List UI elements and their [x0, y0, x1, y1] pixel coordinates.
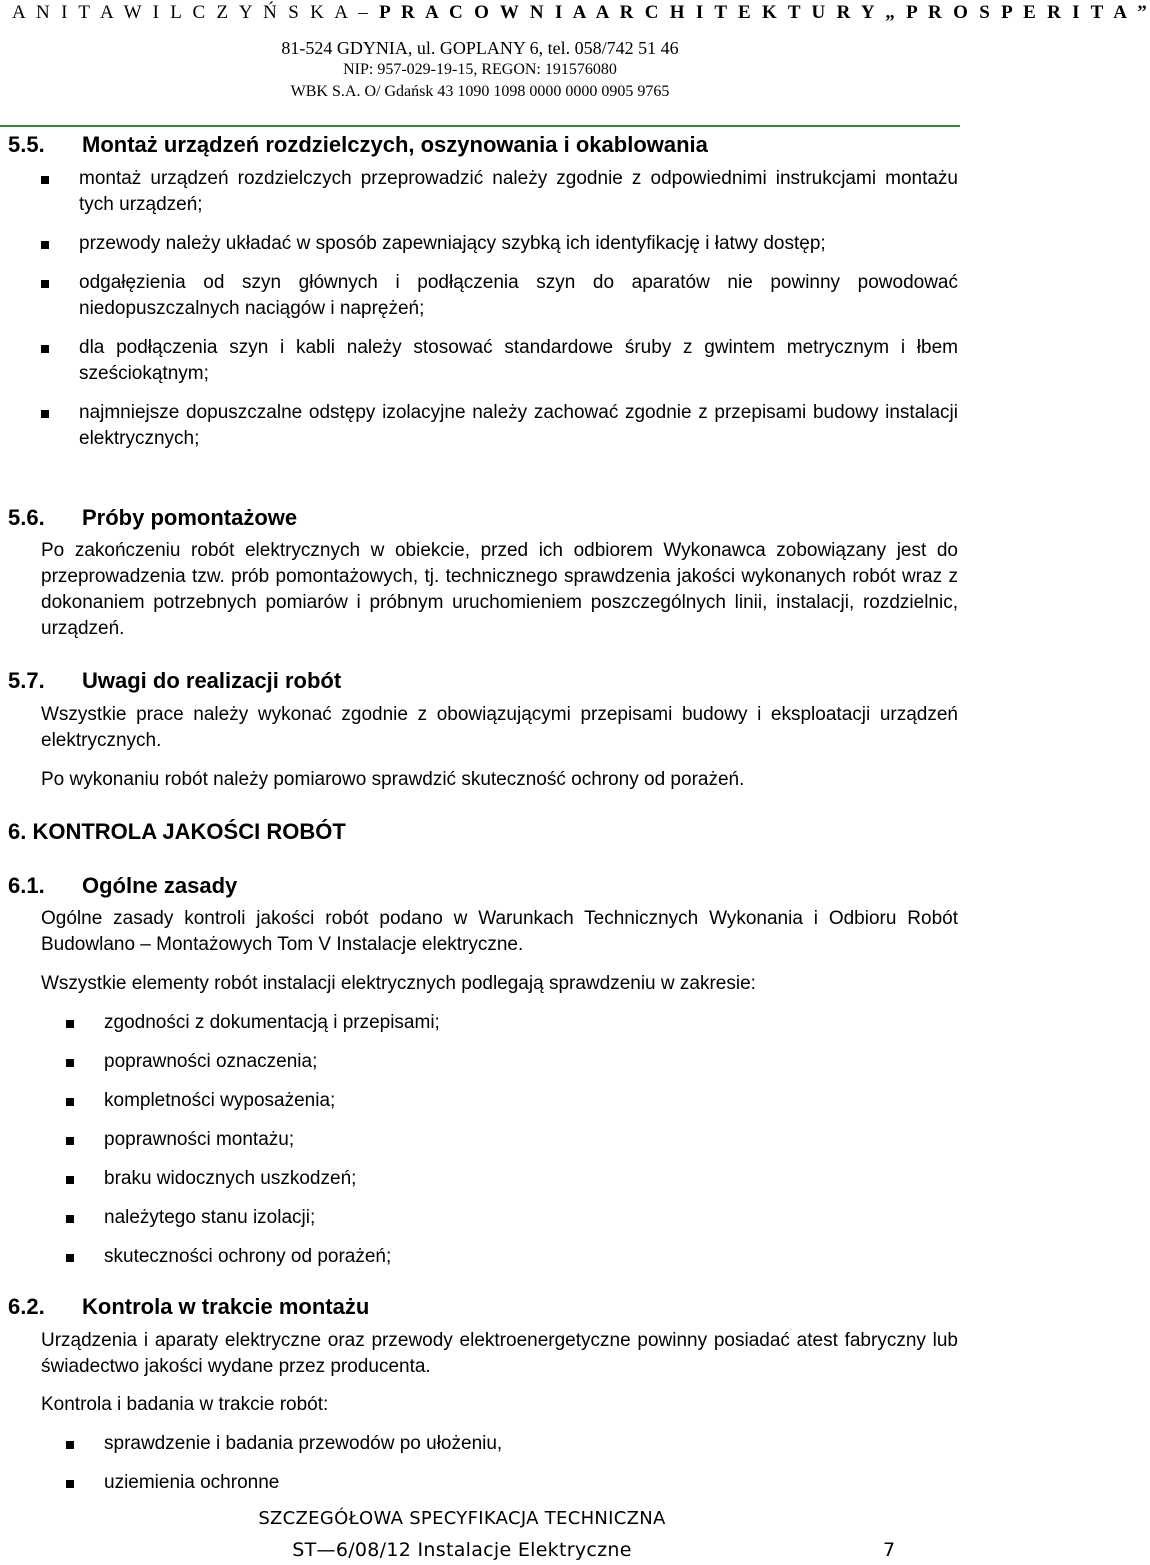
list-item — [41, 166, 958, 218]
bullet-icon — [66, 1215, 74, 1223]
bullet-icon — [66, 1020, 74, 1028]
paragraph: Kontrola i badania w trakcie robót: — [41, 1394, 329, 1415]
bullet-icon — [41, 345, 49, 353]
studio-address: 81-524 GDYNIA, ul. GOPLANY 6, tel. 058/742 51 46 — [281, 38, 679, 58]
paragraph: Po zakończeniu robót elektrycznych w obiekcie, przed ich odbiorem Wykonawca zobowiązany jest do przeprowadzenia tzw. prób pomontażowych, tj. technicznego sprawdzenia jakości wykonanych robót wraz z dokonaniem potrzebnych pomiarów i próbnym uruchomieniem poszczególnych linii, instalacji, rozdzielnic, urządzeń. — [41, 540, 958, 639]
footer-spec-code: ST—6/08/12 Instalacje Elektryczne — [292, 1539, 632, 1561]
paragraph: Ogólne zasady kontroli jakości robót podano w Warunkach Technicznych Wykonania i Odbioru Robót Budowlano – Montażowych Tom V Instalacje elektryczne. — [41, 908, 958, 955]
list-item — [66, 1088, 958, 1127]
section-heading-6-1 — [8, 873, 948, 901]
list-item-text: sprawdzenie i badania przewodów po ułożeniu, — [104, 1433, 503, 1454]
paragraph: Wszystkie elementy robót instalacji elektrycznych podlegają sprawdzeniu w zakresie: — [41, 973, 756, 994]
list-item — [66, 1205, 958, 1244]
studio-ids: NIP: 957-029-19-15, REGON: 191576080 — [343, 61, 617, 78]
bullet-list-6-2 — [66, 1431, 958, 1509]
bullet-icon — [66, 1480, 74, 1488]
footer-spec-title: SZCZEGÓŁOWA SPECYFIKACJA TECHNICZNA — [258, 1508, 666, 1529]
section-heading-5-6 — [8, 505, 948, 533]
list-item-text: najmniejsze dopuszczalne odstępy izolacyjne należy zachować zgodnie z przepisami budowy instalacji elektrycznych; — [79, 402, 958, 449]
paragraph: Urządzenia i aparaty elektryczne oraz przewody elektroenergetyczne powinny posiadać atest fabryczny lub świadectwo jakości wydane przez producenta. — [41, 1330, 958, 1377]
studio-bank: WBK S.A. O/ Gdańsk 43 1090 1098 0000 0000 0905 9765 — [290, 83, 670, 100]
bullet-icon — [66, 1441, 74, 1449]
list-item — [41, 270, 958, 322]
section-heading-5-7 — [8, 668, 948, 696]
paragraph: Wszystkie prace należy wykonać zgodnie z obowiązującymi przepisami budowy i eksploatacji urządzeń elektrycznych. — [41, 704, 958, 751]
bullet-icon — [66, 1176, 74, 1184]
letterhead — [0, 0, 1150, 130]
bullet-icon — [66, 1098, 74, 1106]
section-number: 6.1. — [8, 873, 45, 898]
list-item-text: należytego stanu izolacji; — [104, 1207, 316, 1228]
list-item — [66, 1166, 958, 1205]
list-item — [66, 1127, 958, 1166]
section-heading-5-5 — [8, 132, 948, 160]
bullet-icon — [66, 1137, 74, 1145]
bullet-icon — [66, 1254, 74, 1262]
list-item-text: montaż urządzeń rozdzielczych przeprowadzić należy zgodnie z odpowiednimi instrukcjami montażu tych urządzeń; — [79, 168, 958, 215]
list-item-text: poprawności oznaczenia; — [104, 1051, 318, 1072]
bullet-list-5-5 — [41, 166, 958, 452]
bullet-icon — [66, 1059, 74, 1067]
bullet-icon — [41, 241, 49, 249]
bullet-list-6-1 — [66, 1010, 958, 1283]
studio-owner: A N I T A W I L C Z Y Ń S K A – — [12, 2, 380, 23]
section-title: Montaż urządzeń rozdzielczych, oszynowania i okablowania — [82, 132, 708, 157]
list-item-text: poprawności montażu; — [104, 1129, 295, 1150]
list-item — [66, 1431, 958, 1470]
bullet-icon — [41, 280, 49, 288]
section-title: Próby pomontażowe — [82, 505, 298, 530]
header-rule — [0, 125, 960, 127]
list-item-text: uziemienia ochronne — [104, 1472, 280, 1493]
paragraph: Po wykonaniu robót należy pomiarowo sprawdzić skuteczność ochrony od porażeń. — [41, 769, 745, 790]
section-title: Ogólne zasady — [82, 873, 238, 898]
list-item — [66, 1049, 958, 1088]
bullet-icon — [41, 410, 49, 418]
section-heading-6-2 — [8, 1294, 948, 1322]
list-item-text: przewody należy układać w sposób zapewniający szybką ich identyfikację i łatwy dostęp; — [79, 233, 826, 254]
list-item — [66, 1010, 958, 1049]
bullet-icon — [41, 176, 49, 184]
page-number: 7 — [883, 1539, 896, 1561]
list-item-text: dla podłączenia szyn i kabli należy stosować standardowe śruby z gwintem metrycznym i łbem sześciokątnym; — [79, 337, 958, 384]
list-item-text: skuteczności ochrony od porażeń; — [104, 1246, 392, 1267]
chapter-heading-6: 6. KONTROLA JAKOŚCI ROBÓT — [8, 819, 346, 844]
section-number: 5.6. — [8, 505, 45, 530]
list-item — [66, 1244, 958, 1283]
list-item — [66, 1470, 958, 1509]
studio-title: P R A C O W N I A A R C H I T E K T U R Y „ P R O S P E R I T A ” — [379, 2, 1150, 23]
list-item-text: zgodności z dokumentacją i przepisami; — [104, 1012, 440, 1033]
studio-name — [12, 2, 1150, 24]
section-number: 5.7. — [8, 668, 45, 693]
list-item — [41, 335, 958, 387]
section-title: Uwagi do realizacji robót — [82, 668, 342, 693]
section-title: Kontrola w trakcie montażu — [82, 1294, 370, 1319]
list-item — [41, 231, 958, 257]
section-number: 6.2. — [8, 1294, 45, 1319]
list-item-text: kompletności wyposażenia; — [104, 1090, 336, 1111]
list-item-text: odgałęzienia od szyn głównych i podłączenia szyn do aparatów nie powinny powodować niedopuszczalnych naciągów i naprężeń; — [79, 272, 958, 319]
list-item-text: braku widocznych uszkodzeń; — [104, 1168, 357, 1189]
section-number: 5.5. — [8, 132, 45, 157]
list-item — [41, 400, 958, 452]
